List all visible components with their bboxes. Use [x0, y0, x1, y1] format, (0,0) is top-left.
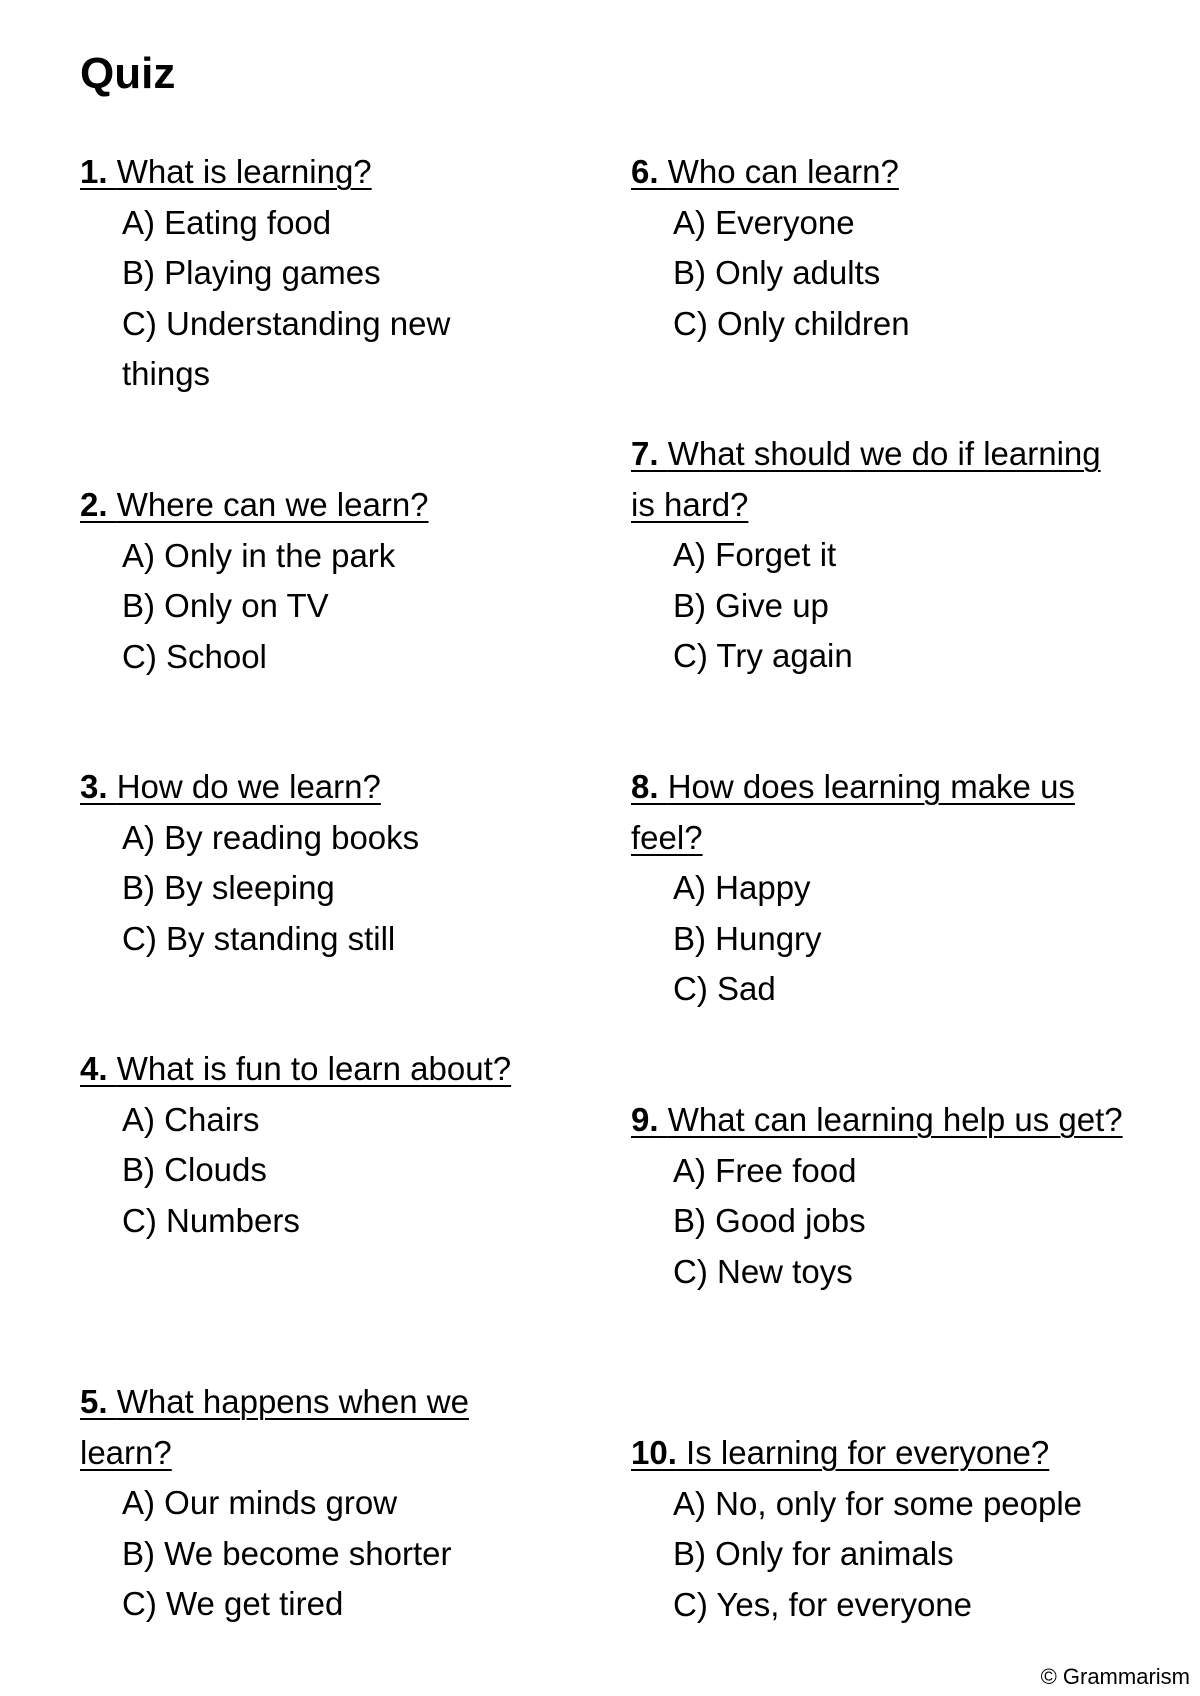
question-text: Who can learn?	[667, 153, 899, 190]
answer-option: A) Our minds grow	[122, 1484, 398, 1521]
answer-option: B) Clouds	[122, 1151, 267, 1188]
answer-options	[80, 531, 520, 683]
question-prompt	[80, 147, 520, 198]
answer-option: B) We become shorter	[122, 1534, 452, 1572]
question-text: What is fun to learn about?	[116, 1050, 512, 1087]
question-number: 5.	[80, 1383, 108, 1420]
answer-option: A) Happy	[673, 869, 811, 906]
question-text: What should we do if learning is hard?	[631, 435, 1101, 523]
question-9	[631, 1095, 1131, 1297]
question-number: 9.	[631, 1101, 659, 1138]
answer-options	[80, 198, 520, 400]
answer-option: C) Try again	[673, 637, 853, 674]
question-number: 8.	[631, 768, 659, 805]
question-number: 6.	[631, 153, 659, 190]
answer-options	[631, 1479, 1131, 1631]
answer-option: B) Only on TV	[122, 587, 329, 624]
page-title: Quiz	[80, 49, 176, 98]
answer-option: A) Free food	[673, 1151, 857, 1189]
question-text: Is learning for everyone?	[686, 1434, 1050, 1471]
answer-option: B) Good jobs	[673, 1202, 866, 1239]
answer-option: A) Only in the park	[122, 536, 396, 574]
question-6	[631, 147, 1131, 349]
answer-option: C) By standing still	[122, 919, 396, 957]
question-text: What is learning?	[116, 153, 372, 190]
answer-option: B) Only adults	[673, 254, 881, 291]
question-prompt	[631, 1428, 1131, 1479]
copyright-footer: © Grammarism	[1040, 1664, 1190, 1689]
question-prompt	[631, 429, 1131, 530]
question-prompt	[631, 147, 1131, 198]
question-3	[80, 762, 520, 964]
answer-option: B) Give up	[673, 586, 829, 624]
question-number: 3.	[80, 768, 108, 805]
answer-options	[80, 1478, 520, 1630]
answer-options	[80, 1095, 520, 1247]
question-1	[80, 147, 520, 400]
question-10	[631, 1428, 1131, 1630]
answer-option: C) Only children	[673, 304, 910, 342]
question-text: How does learning make us feel?	[631, 768, 1075, 856]
question-7	[631, 429, 1131, 682]
answer-option: C) Yes, for everyone	[673, 1585, 972, 1623]
answer-option: A) No, only for some people	[673, 1484, 1083, 1522]
question-8	[631, 762, 1131, 1015]
question-text: Where can we learn?	[116, 486, 429, 523]
question-number: 7.	[631, 435, 659, 472]
answer-option: B) By sleeping	[122, 869, 335, 906]
question-prompt	[80, 1377, 520, 1478]
question-prompt	[631, 762, 1131, 863]
question-prompt	[80, 480, 520, 531]
answer-option: C) Understanding new things	[122, 304, 451, 392]
answer-option: B) Hungry	[673, 919, 822, 957]
question-text: How do we learn?	[116, 768, 381, 805]
question-prompt	[80, 1044, 520, 1095]
answer-option: A) Forget it	[673, 536, 837, 573]
question-number: 2.	[80, 486, 108, 523]
question-prompt	[80, 762, 520, 813]
answer-options	[631, 1146, 1131, 1298]
answer-options	[631, 530, 1131, 682]
question-text: What happens when we learn?	[80, 1383, 469, 1471]
question-text: What can learning help us get?	[667, 1101, 1123, 1138]
question-5	[80, 1377, 520, 1630]
question-2	[80, 480, 520, 682]
answer-option: A) Chairs	[122, 1100, 260, 1138]
answer-option: A) Eating food	[122, 203, 332, 241]
question-4	[80, 1044, 520, 1246]
answer-option: C) New toys	[673, 1252, 853, 1290]
answer-option: C) We get tired	[122, 1585, 344, 1622]
question-number: 4.	[80, 1050, 108, 1087]
question-number: 10.	[631, 1434, 677, 1471]
answer-option: A) By reading books	[122, 818, 420, 856]
answer-option: C) Sad	[673, 970, 776, 1007]
question-prompt	[631, 1095, 1131, 1146]
answer-option: C) School	[122, 637, 267, 675]
answer-options	[631, 198, 1131, 350]
answer-options	[80, 813, 520, 965]
question-number: 1.	[80, 153, 108, 190]
answer-option: C) Numbers	[122, 1201, 300, 1239]
answer-options	[631, 863, 1131, 1015]
answer-option: B) Only for animals	[673, 1535, 954, 1572]
answer-option: A) Everyone	[673, 203, 855, 241]
answer-option: B) Playing games	[122, 254, 381, 291]
